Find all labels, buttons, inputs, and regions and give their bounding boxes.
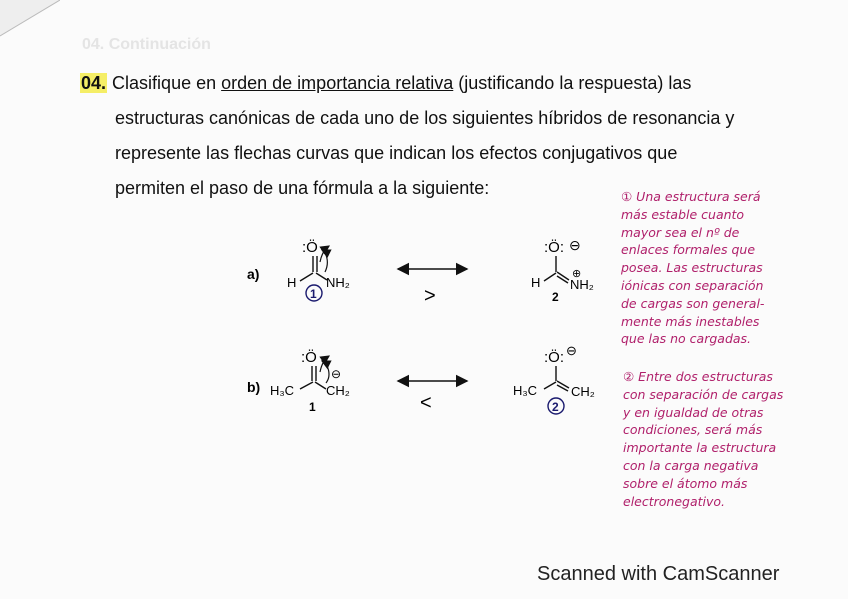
methylene-label: CH₂ xyxy=(326,383,350,398)
note-line: sobre el átomo más xyxy=(623,475,748,491)
comparison-b: < xyxy=(420,392,432,414)
carbon-charge: ⊖ xyxy=(331,367,342,381)
ghost-header: 04. Continuación xyxy=(82,36,211,53)
question-line-4: permiten el paso de una fórmula a la siguiente: xyxy=(115,178,490,198)
hydrogen-label: H xyxy=(287,275,297,290)
note-line: con separación de cargas xyxy=(623,386,784,402)
amine-label: NH₂ xyxy=(570,277,594,292)
rank-label: 1 xyxy=(310,287,317,301)
scanner-watermark: Scanned with CamScanner xyxy=(537,563,780,585)
note-line: electronegativo. xyxy=(623,493,726,509)
note-line: de cargas son general- xyxy=(621,295,765,311)
oxygen-charge: ⊖ xyxy=(566,343,577,358)
handwritten-note-1 xyxy=(621,188,764,348)
label-a: a) xyxy=(247,266,260,282)
handwritten-note-2 xyxy=(623,368,783,510)
oxygen-label: :Ö: xyxy=(544,239,565,256)
rank-label: 1 xyxy=(309,400,316,414)
amine-label: NH₂ xyxy=(326,275,350,290)
note-line: mayor sea el nº de xyxy=(621,224,740,240)
note-line: mente más inestables xyxy=(621,313,760,329)
note-line: iónicas con separación xyxy=(621,277,764,293)
oxygen-label: :Ö xyxy=(301,349,317,366)
note-line: condiciones, será más xyxy=(623,422,763,438)
comparison-a: > xyxy=(424,285,436,307)
structure-a-right xyxy=(531,237,594,304)
note-line: que las no cargadas. xyxy=(621,331,752,347)
note-line: más estable cuanto xyxy=(621,206,745,222)
note-line: y en igualdad de otras xyxy=(623,404,764,420)
question-number: 04. xyxy=(81,73,107,93)
structure-b-right xyxy=(513,343,595,414)
note-line: ② Entre dos estructuras xyxy=(623,369,773,384)
underlined-phrase: orden de importancia relativa xyxy=(221,73,454,93)
structure-a-left xyxy=(287,238,350,301)
note-line: importante la estructura xyxy=(623,440,777,456)
question-text-part: (justificando la respuesta) las xyxy=(453,73,692,93)
question-line-3: represente las flechas curvas que indican los efectos conjugativos que xyxy=(115,143,678,163)
methyl-label: H₃C xyxy=(513,383,538,398)
label-b: b) xyxy=(247,379,261,395)
hydrogen-label: H xyxy=(531,275,541,290)
note-line: con la carga negativa xyxy=(623,457,759,473)
nitrogen-charge: ⊕ xyxy=(572,268,582,280)
structure-b-left xyxy=(270,348,350,414)
methyl-label: H₃C xyxy=(270,383,295,398)
oxygen-label: :Ö xyxy=(302,239,318,256)
oxygen-charge: ⊖ xyxy=(569,237,581,253)
methylene-label: CH₂ xyxy=(571,384,595,399)
note-line: enlaces formales que xyxy=(621,242,756,258)
question-text-part: Clasifique en xyxy=(112,73,222,93)
rank-label: 2 xyxy=(552,400,559,414)
question-line-2: estructuras canónicas de cada uno de los siguientes híbridos de resonancia y xyxy=(115,108,735,128)
rank-label: 2 xyxy=(552,290,559,304)
note-line: posea. Las estructuras xyxy=(621,260,763,276)
oxygen-label: :Ö: xyxy=(544,349,565,366)
note-line: ① Una estructura será xyxy=(621,189,761,204)
